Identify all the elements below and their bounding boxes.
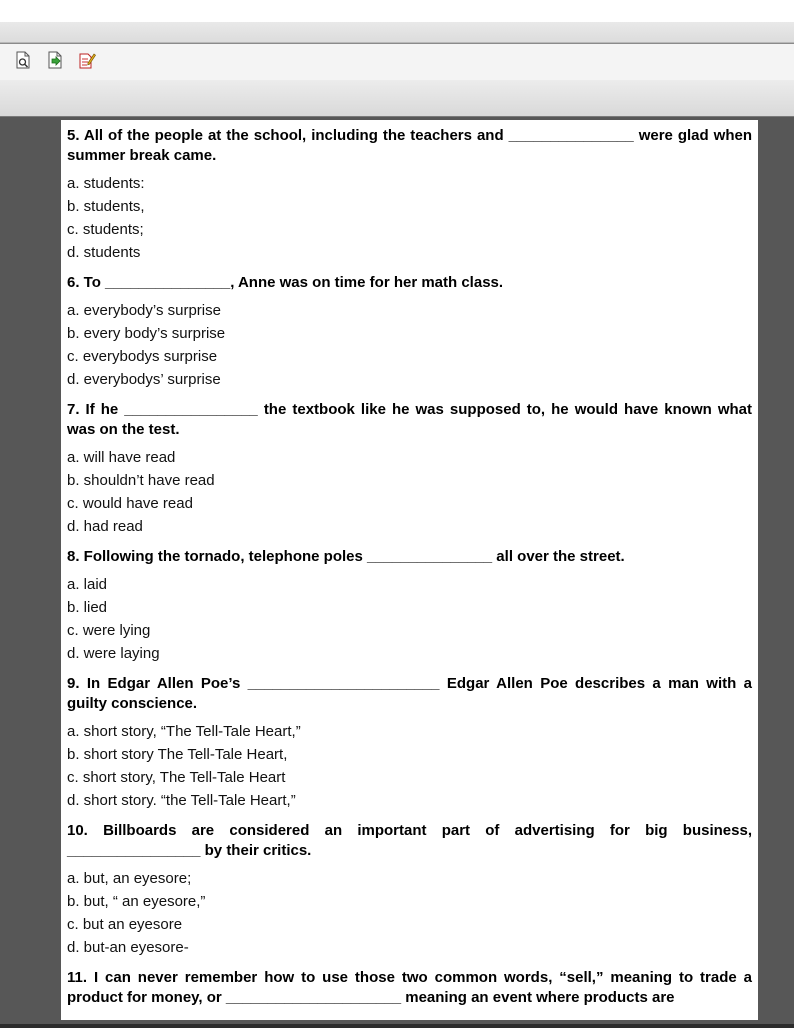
question-stem: 8. Following the tornado, telephone poles _______________ all over the street. [67,548,625,565]
question-5 [67,126,752,264]
answer-option: a. but, an eyesore; [67,870,192,887]
answer-option: d. had read [67,518,143,535]
document-page [61,120,758,1020]
document-export-icon [46,51,64,74]
answer-options [67,172,752,264]
question-10 [67,821,752,959]
question-6 [67,273,752,391]
question-stem: 6. To _______________, Anne was on time for her math class. [67,274,504,291]
answer-options [67,573,752,665]
answer-option: d. but-an eyesore- [67,939,189,956]
answer-option: c. short story, The Tell-Tale Heart [67,769,286,786]
answer-options [67,299,752,391]
question-stem: 10. Billboards are considered an important part of advertising for big business, ________________ by their critics. [67,822,752,859]
question-stem: 9. In Edgar Allen Poe’s _______________________ Edgar Allen Poe describes a man with a guilty conscience. [67,675,752,712]
answer-option: b. students, [67,198,145,215]
question-stem: 7. If he ________________ the textbook like he was supposed to, he would have known what was on the test. [67,401,752,438]
answer-options [67,446,752,538]
question-11 [67,968,752,1008]
answer-option: a. students: [67,175,145,192]
answer-option: b. lied [67,599,108,616]
question-8 [67,547,752,665]
window-top-area [0,0,794,22]
document-export-button[interactable] [44,51,66,73]
answer-option: a. short story, “The Tell-Tale Heart,” [67,723,301,740]
question-stem: 11. I can never remember how to use those two common words, “sell,” meaning to trade a product for money, or _____________________ meaning an event where products are [67,969,752,1006]
answer-option: b. shouldn’t have read [67,472,215,489]
answer-option: c. everybodys surprise [67,348,218,365]
answer-option: c. but an eyesore [67,916,183,933]
answer-option: b. short story The Tell-Tale Heart, [67,746,288,763]
viewer-bottom-edge [0,1024,794,1028]
answer-option: b. every body’s surprise [67,325,226,342]
document-edit-icon [78,51,96,74]
secondary-toolbar [0,80,794,117]
question-7 [67,400,752,538]
answer-option: a. will have read [67,449,176,466]
document-search-button[interactable] [12,51,34,73]
question-stem: 5. All of the people at the school, including the teachers and _______________ were glad when summer break came. [67,127,752,164]
answer-option: c. students; [67,221,144,238]
answer-option: a. everybody’s surprise [67,302,221,319]
answer-option: d. short story. “the Tell-Tale Heart,” [67,792,296,809]
menu-strip [0,22,794,43]
document-edit-button[interactable] [76,51,98,73]
answer-option: d. were laying [67,645,160,662]
answer-option: a. laid [67,576,108,593]
document-search-icon [14,51,32,74]
toolbar [0,43,794,81]
answer-options [67,720,752,812]
answer-option: c. would have read [67,495,193,512]
answer-option: c. were lying [67,622,151,639]
question-9 [67,674,752,812]
answer-option: d. students [67,244,141,261]
document-viewer[interactable] [0,117,794,1028]
answer-options [67,867,752,959]
answer-option: d. everybodys’ surprise [67,371,221,388]
answer-option: b. but, “ an eyesore,” [67,893,206,910]
